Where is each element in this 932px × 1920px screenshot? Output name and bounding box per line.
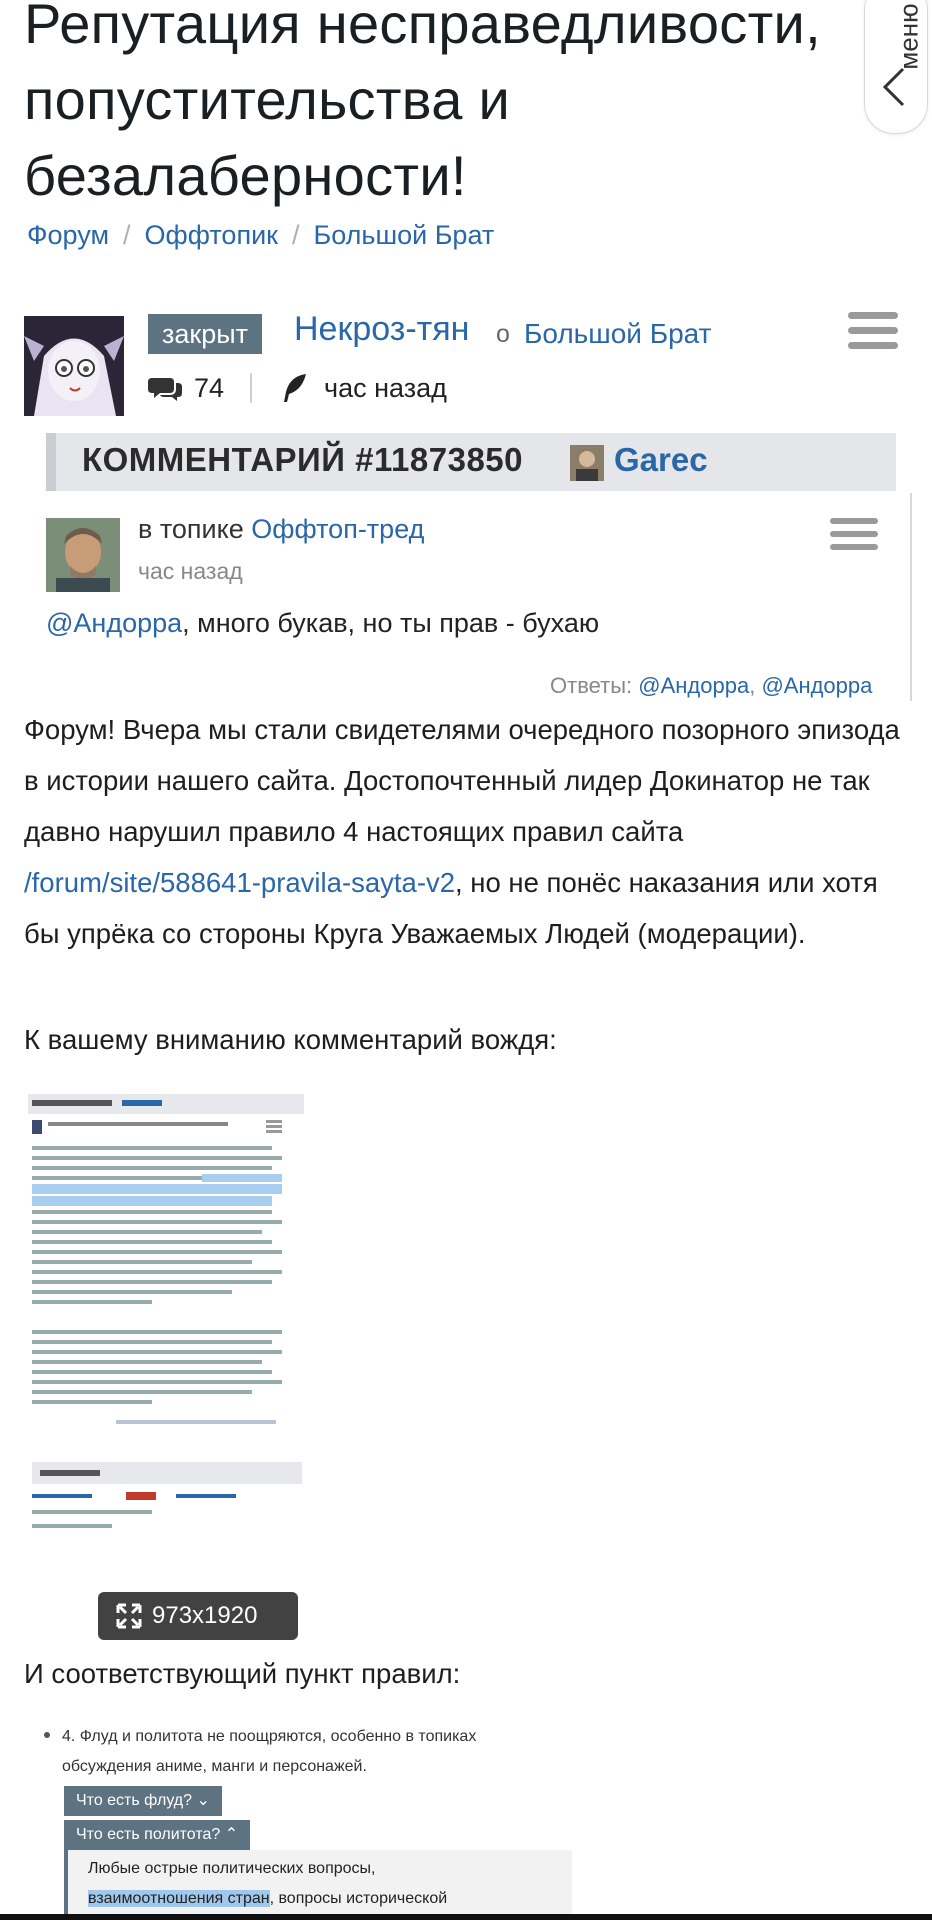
image-size-label: 973x1920 xyxy=(152,1602,258,1629)
comment-topic-link[interactable]: Оффтоп-тред xyxy=(251,514,425,544)
breadcrumb-big-brother[interactable]: Большой Брат xyxy=(313,220,495,250)
answer-link[interactable]: @Андорра xyxy=(761,673,873,698)
comment-text xyxy=(46,608,599,639)
divider xyxy=(250,373,252,403)
commenter-avatar-image xyxy=(46,518,120,592)
bottom-edge xyxy=(0,1914,932,1920)
breadcrumb xyxy=(27,220,494,251)
comment-user-link[interactable]: Garec xyxy=(614,441,708,478)
post-text: Форум! Вчера мы стали свидетелями очередного позорного эпизода в истории нашего сайта. Достопочтенный лидер Докинатор не так давно нарушил правило 4 настоящих правил сайта xyxy=(24,714,900,847)
image-size-badge[interactable] xyxy=(98,1592,298,1640)
comment-body: , много букав, но ты прав - бухаю xyxy=(182,608,600,638)
breadcrumb-separator: / xyxy=(123,220,131,250)
mention-link[interactable]: @Андорра xyxy=(46,608,183,638)
screenshot-thumbnail[interactable] xyxy=(26,1090,308,1640)
panel-text: , вопросы исторической xyxy=(269,1890,448,1907)
comments-icon xyxy=(148,374,182,402)
answers-line: Ответы: @Андорра, @Андорра xyxy=(550,673,873,698)
comment-time: час назад xyxy=(138,558,243,584)
breadcrumb-offtopic[interactable]: Оффтопик xyxy=(144,220,278,250)
quote-border xyxy=(910,493,912,701)
panel-line: Любые острые политических вопросы, xyxy=(88,1860,376,1877)
quill-icon xyxy=(280,372,308,404)
post-paragraph: И соответствующий пункт правил: xyxy=(24,1658,461,1689)
author-link[interactable]: Некроз-тян xyxy=(294,310,470,348)
expand-icon xyxy=(116,1603,142,1629)
status-badge: закрыт xyxy=(148,314,262,354)
politics-toggle-button[interactable]: Что есть политота? ⌃ xyxy=(64,1820,250,1850)
post-text: , но не понёс наказания или хотя бы упрёка со стороны Круга Уважаемых Людей (модерации). xyxy=(24,867,878,949)
topic-meta xyxy=(148,372,447,404)
rule-line: 4. Флуд и политота не поощряются, особенно в топиках xyxy=(62,1728,477,1745)
comment-menu-icon[interactable] xyxy=(830,518,878,558)
rules-screenshot xyxy=(40,1722,580,1920)
screenshot-image xyxy=(26,1090,308,1640)
rules-link[interactable]: /forum/site/588641-pravila-sayta-v2 xyxy=(24,867,456,898)
comments-count: 74 xyxy=(194,372,225,403)
comment-number: КОММЕНТАРИЙ #11873850 xyxy=(82,441,524,478)
topic-menu-icon[interactable] xyxy=(848,312,898,357)
breadcrumb-forum[interactable]: Форум xyxy=(27,220,110,250)
anime-avatar-image xyxy=(24,316,124,416)
commenter-avatar[interactable] xyxy=(46,518,120,592)
flood-toggle-button[interactable]: Что есть флуд? ⌄ xyxy=(64,1786,222,1816)
panel-highlight: взаимоотношения стран xyxy=(88,1890,270,1907)
page-title: Репутация несправедливости, попустительства и безалаберности! xyxy=(24,0,821,207)
comment-topic-line xyxy=(138,514,424,545)
menu-tab-label: меню xyxy=(893,3,924,70)
in-topic-prefix: в топике xyxy=(138,514,244,544)
answer-link[interactable]: @Андорра xyxy=(638,673,750,698)
user-mini-avatar-icon xyxy=(570,445,604,481)
breadcrumb-separator: / xyxy=(291,220,300,250)
answers-label: Ответы: xyxy=(550,673,633,698)
politics-explanation-panel xyxy=(64,1850,572,1920)
panel-line xyxy=(88,1890,447,1908)
comment-quote-header xyxy=(46,433,896,491)
rule-line: обсуждения аниме, манги и персонажей. xyxy=(62,1758,367,1775)
post-paragraph: К вашему вниманию комментарий вождя: xyxy=(24,1024,557,1055)
post-paragraph xyxy=(24,704,914,959)
menu-tab[interactable] xyxy=(864,0,928,134)
author-avatar[interactable] xyxy=(24,316,124,416)
chevron-left-icon xyxy=(879,65,911,109)
topic-time: час назад xyxy=(324,372,447,403)
about-topic-link[interactable]: Большой Брат xyxy=(524,318,712,349)
about-word: о xyxy=(496,320,510,348)
bullet-icon xyxy=(44,1732,50,1738)
